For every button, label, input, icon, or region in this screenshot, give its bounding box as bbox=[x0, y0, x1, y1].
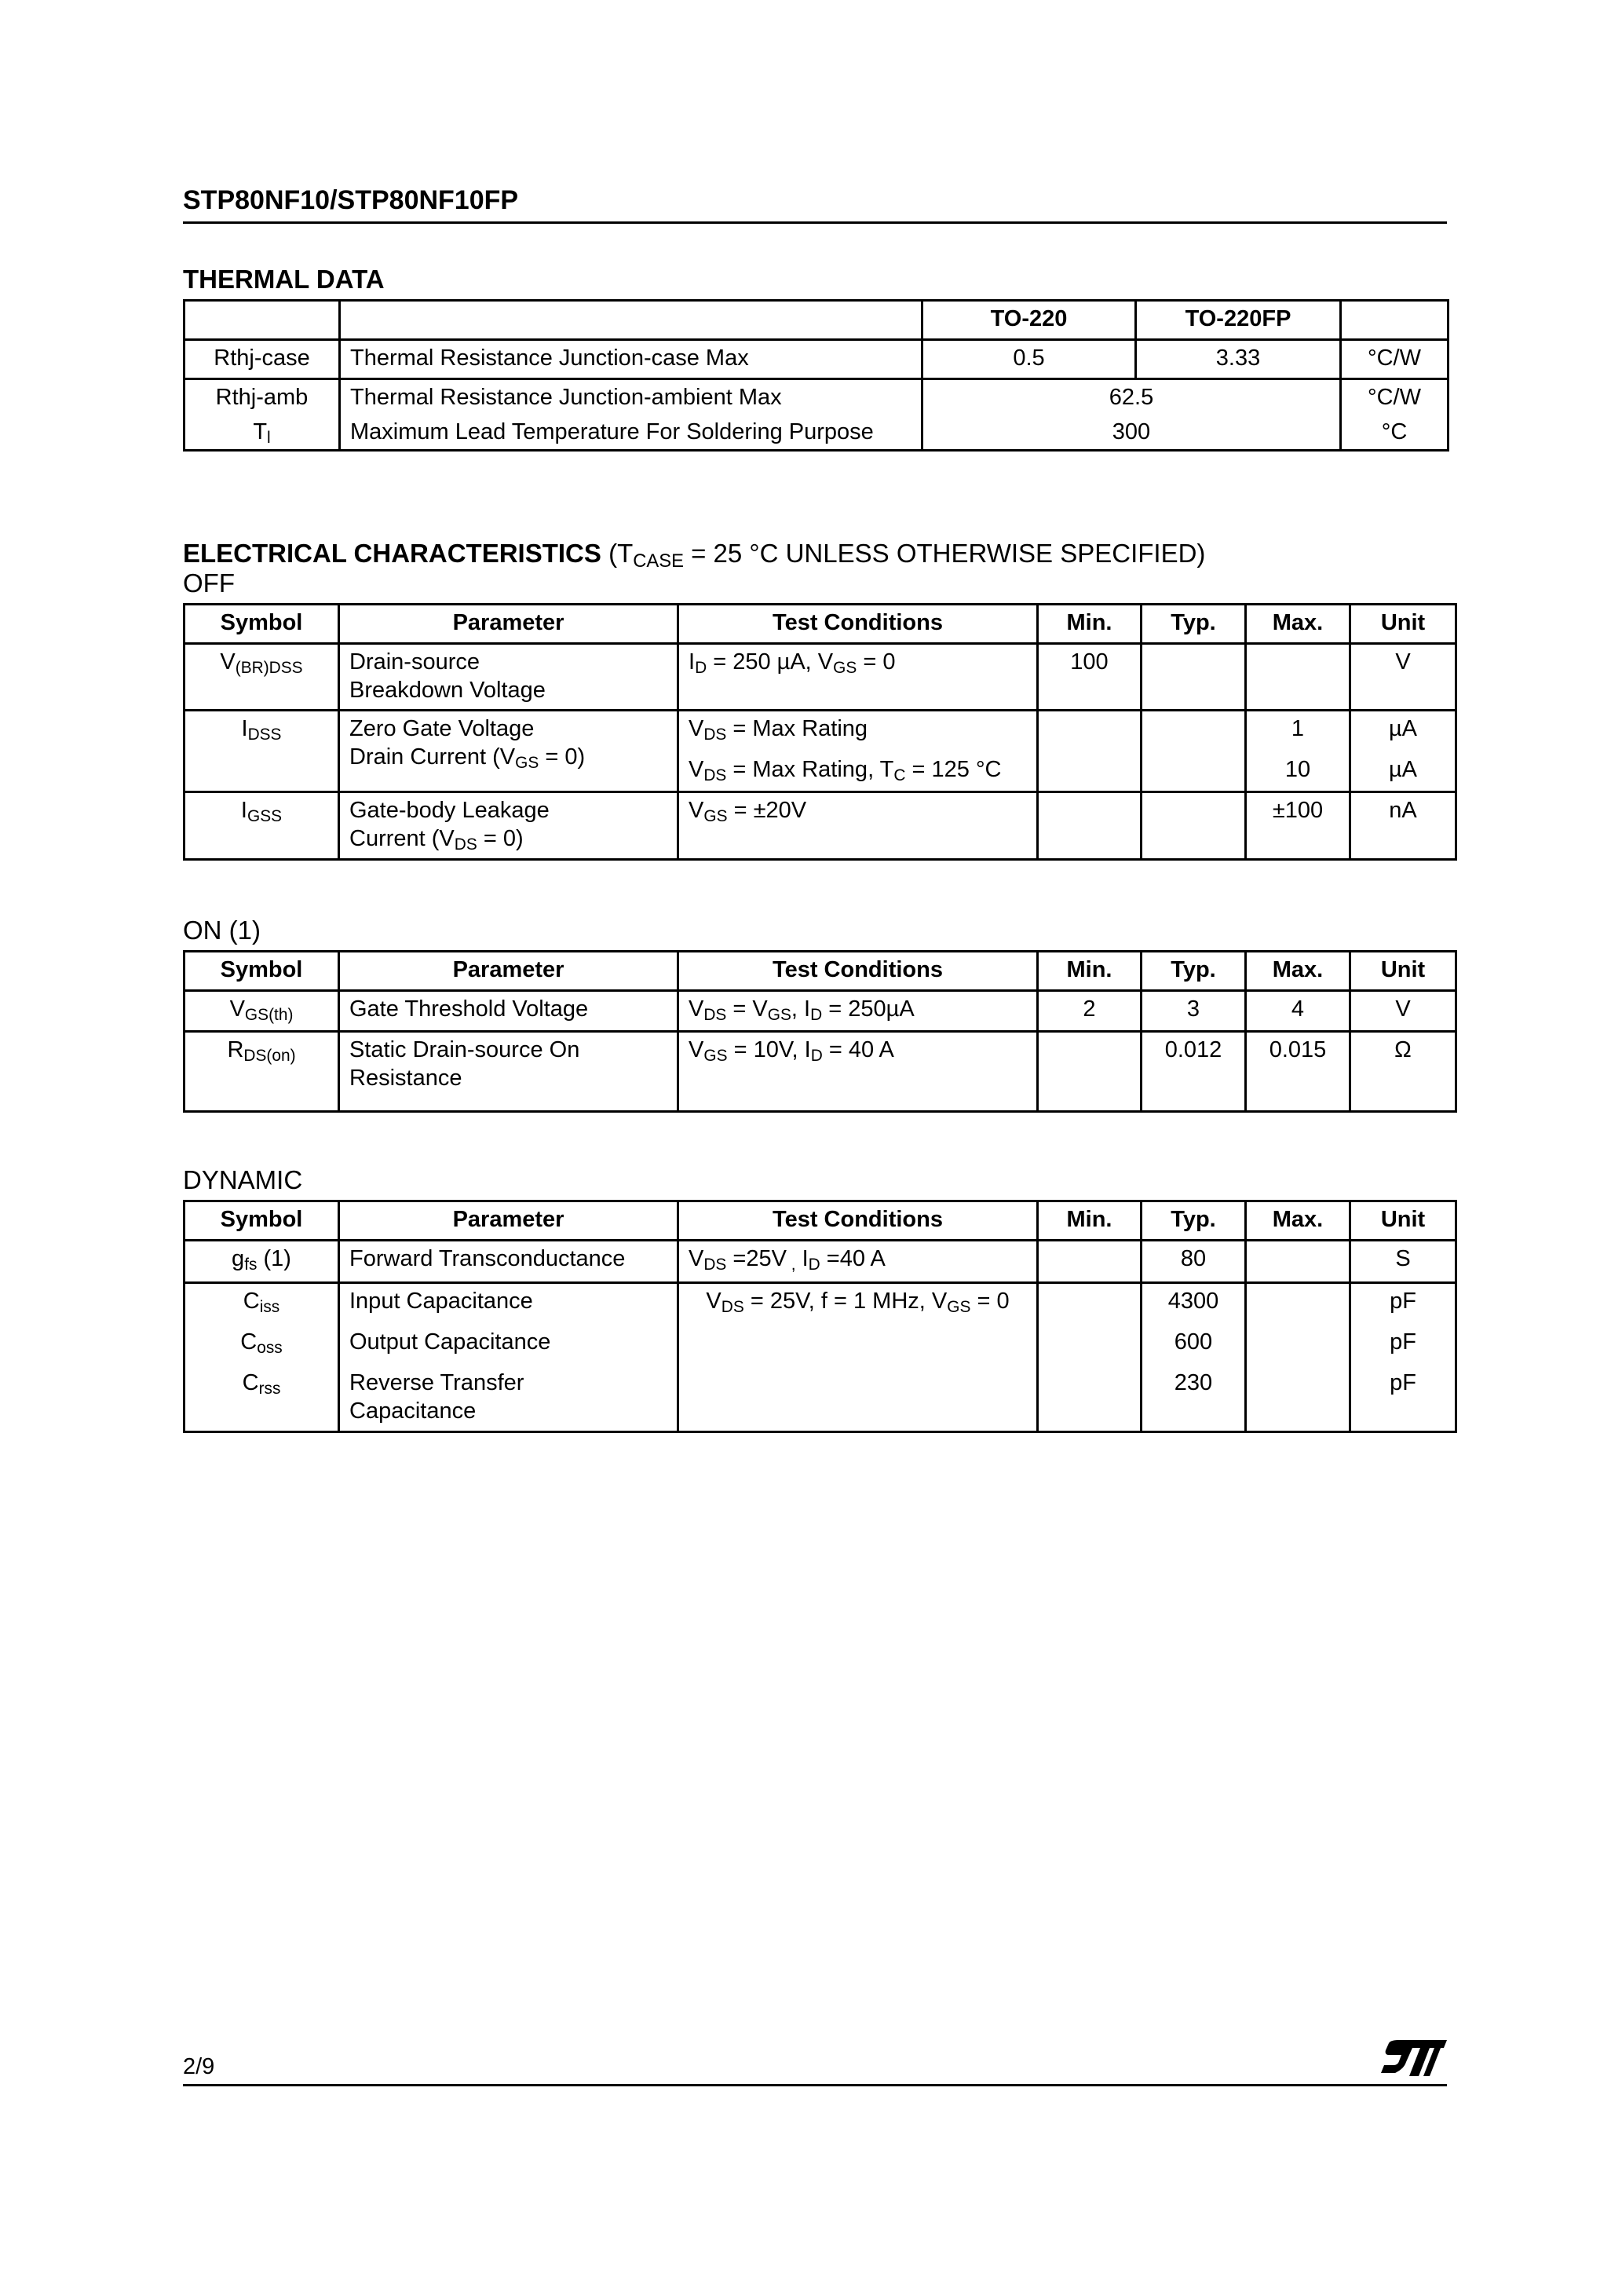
thermal-header-empty-3 bbox=[1341, 301, 1448, 340]
symbol-cell: $I_{DSS}$ bbox=[184, 711, 339, 792]
thermal-symbol: Rthj-amb bbox=[184, 379, 340, 415]
thermal-parameter: Thermal Resistance Junction-ambient Max bbox=[340, 379, 922, 415]
min-cell bbox=[1038, 711, 1142, 792]
thermal-value-merged: 62.5 bbox=[922, 379, 1341, 415]
thermal-parameter: Thermal Resistance Junction-case Max bbox=[340, 340, 922, 379]
col-unit: Unit bbox=[1350, 1201, 1456, 1241]
on-table bbox=[183, 950, 1457, 1113]
thermal-data-table bbox=[183, 299, 1449, 452]
test-conditions-cell: $V_{GS} = \pm 20V$ bbox=[678, 792, 1038, 860]
max-cell: 4 bbox=[1246, 991, 1350, 1032]
dynamic-table bbox=[183, 1200, 1457, 1433]
thermal-symbol: $T_l$ bbox=[184, 415, 340, 451]
electrical-characteristics-heading: ELECTRICAL CHARACTERISTICS ($T_{CASE} = 25$ °C UNLESS OTHERWISE SPECIFIED) bbox=[183, 539, 1206, 572]
typ-cell bbox=[1142, 711, 1246, 792]
off-table bbox=[183, 603, 1457, 861]
dynamic-section-label: DYNAMIC bbox=[183, 1165, 303, 1194]
thermal-parameter: Maximum Lead Temperature For Soldering Purpose bbox=[340, 415, 922, 451]
min-cell bbox=[1038, 1241, 1142, 1283]
col-unit: Unit bbox=[1350, 605, 1456, 644]
symbol-cell: $I_{GSS}$ bbox=[184, 792, 339, 860]
unit-cell: Ω bbox=[1350, 1032, 1456, 1112]
parameter-cell: Zero Gate Voltage Drain Current $(V_{GS} = 0)$ bbox=[339, 711, 678, 792]
max-cell: ±100 bbox=[1246, 792, 1350, 860]
col-test-conditions: Test Conditions bbox=[678, 605, 1038, 644]
footer-divider bbox=[183, 2084, 1447, 2086]
header-divider bbox=[183, 221, 1447, 224]
typ-cell: 0.012 bbox=[1142, 1032, 1246, 1112]
col-symbol: Symbol bbox=[184, 1201, 339, 1241]
on-section-label: ON (1) bbox=[183, 916, 261, 945]
col-parameter: Parameter bbox=[339, 952, 678, 991]
typ-cell bbox=[1142, 792, 1246, 860]
test-conditions-cell: $V_{GS} = 10V$, $I_D = 40$ A bbox=[678, 1032, 1038, 1112]
col-unit: Unit bbox=[1350, 952, 1456, 991]
max-cell bbox=[1246, 644, 1350, 711]
max-cell: 1 10 bbox=[1246, 711, 1350, 792]
col-typ: Typ. bbox=[1142, 605, 1246, 644]
col-symbol: Symbol bbox=[184, 952, 339, 991]
typ-cell bbox=[1142, 644, 1246, 711]
max-cell: 0.015 bbox=[1246, 1032, 1350, 1112]
min-cell: 100 bbox=[1038, 644, 1142, 711]
test-conditions-cell: $V_{DS} = 25V$, f = 1 MHz, $V_{GS} = 0$ bbox=[678, 1283, 1038, 1432]
col-typ: Typ. bbox=[1142, 1201, 1246, 1241]
col-typ: Typ. bbox=[1142, 952, 1246, 991]
symbol-cell: $g_{fs}$ (1) bbox=[184, 1241, 339, 1283]
typ-cell: 4300 600 230 bbox=[1142, 1283, 1246, 1432]
unit-cell: S bbox=[1350, 1241, 1456, 1283]
unit-cell: µA µA bbox=[1350, 711, 1456, 792]
unit-cell: nA bbox=[1350, 792, 1456, 860]
test-conditions-cell: $I_D = 250$ µA, $V_{GS} = 0$ bbox=[678, 644, 1038, 711]
typ-cell: 3 bbox=[1142, 991, 1246, 1032]
symbol-cell: $R_{DS(on)}$ bbox=[184, 1032, 339, 1112]
test-conditions-cell: $V_{DS} = V_{GS}$, $I_D = 250\mu A$ bbox=[678, 991, 1038, 1032]
min-cell bbox=[1038, 1032, 1142, 1112]
page-number: 2/9 bbox=[183, 2054, 215, 2079]
min-cell bbox=[1038, 1283, 1142, 1432]
col-test-conditions: Test Conditions bbox=[678, 952, 1038, 991]
parameter-cell: Gate-body Leakage Current $(V_{DS} = 0)$ bbox=[339, 792, 678, 860]
parameter-cell: Forward Transconductance bbox=[339, 1241, 678, 1283]
thermal-value-to220: 0.5 bbox=[922, 340, 1136, 379]
max-cell bbox=[1246, 1241, 1350, 1283]
symbol-cell: $V_{GS(th)}$ bbox=[184, 991, 339, 1032]
symbol-cell: $V_{(BR)DSS}$ bbox=[184, 644, 339, 711]
col-parameter: Parameter bbox=[339, 1201, 678, 1241]
parameter-cell: Static Drain-source On Resistance bbox=[339, 1032, 678, 1112]
thermal-header-empty-2 bbox=[340, 301, 922, 340]
col-test-conditions: Test Conditions bbox=[678, 1201, 1038, 1241]
off-section-label: OFF bbox=[183, 569, 235, 598]
thermal-unit: °C/W bbox=[1341, 379, 1448, 415]
thermal-header-to220: TO-220 bbox=[922, 301, 1136, 340]
unit-cell: V bbox=[1350, 991, 1456, 1032]
col-min: Min. bbox=[1038, 605, 1142, 644]
parameter-cell: Input Capacitance Output Capacitance Reverse Transfer Capacitance bbox=[339, 1283, 678, 1432]
thermal-unit: °C/W bbox=[1341, 340, 1448, 379]
test-conditions-cell: $V_{DS}$ = Max Rating $V_{DS}$ = Max Rating, $T_C = 125$ °C bbox=[678, 711, 1038, 792]
max-cell bbox=[1246, 1283, 1350, 1432]
test-conditions-cell: $V_{DS} =25V$ $_,$ $I_D =40$ A bbox=[678, 1241, 1038, 1283]
col-min: Min. bbox=[1038, 1201, 1142, 1241]
thermal-value-to220fp: 3.33 bbox=[1136, 340, 1341, 379]
thermal-unit: °C bbox=[1341, 415, 1448, 451]
parameter-cell: Gate Threshold Voltage bbox=[339, 991, 678, 1032]
col-max: Max. bbox=[1246, 605, 1350, 644]
thermal-header-empty-1 bbox=[184, 301, 340, 340]
col-max: Max. bbox=[1246, 952, 1350, 991]
unit-cell: V bbox=[1350, 644, 1456, 711]
unit-cell: pF pF pF bbox=[1350, 1283, 1456, 1432]
thermal-data-title: THERMAL DATA bbox=[183, 265, 385, 294]
min-cell: 2 bbox=[1038, 991, 1142, 1032]
thermal-symbol: Rthj-case bbox=[184, 340, 340, 379]
col-symbol: Symbol bbox=[184, 605, 339, 644]
typ-cell: 80 bbox=[1142, 1241, 1246, 1283]
thermal-value-merged: 300 bbox=[922, 415, 1341, 451]
page-title: STP80NF10/STP80NF10FP bbox=[183, 185, 519, 215]
min-cell bbox=[1038, 792, 1142, 860]
parameter-cell: Drain-source Breakdown Voltage bbox=[339, 644, 678, 711]
st-logo-icon bbox=[1378, 2037, 1448, 2081]
thermal-header-to220fp: TO-220FP bbox=[1136, 301, 1341, 340]
symbol-cell: $C_{iss}$ $C_{oss}$ $C_{rss}$ bbox=[184, 1283, 339, 1432]
col-parameter: Parameter bbox=[339, 605, 678, 644]
col-min: Min. bbox=[1038, 952, 1142, 991]
col-max: Max. bbox=[1246, 1201, 1350, 1241]
electrical-title: ELECTRICAL CHARACTERISTICS bbox=[183, 539, 601, 568]
